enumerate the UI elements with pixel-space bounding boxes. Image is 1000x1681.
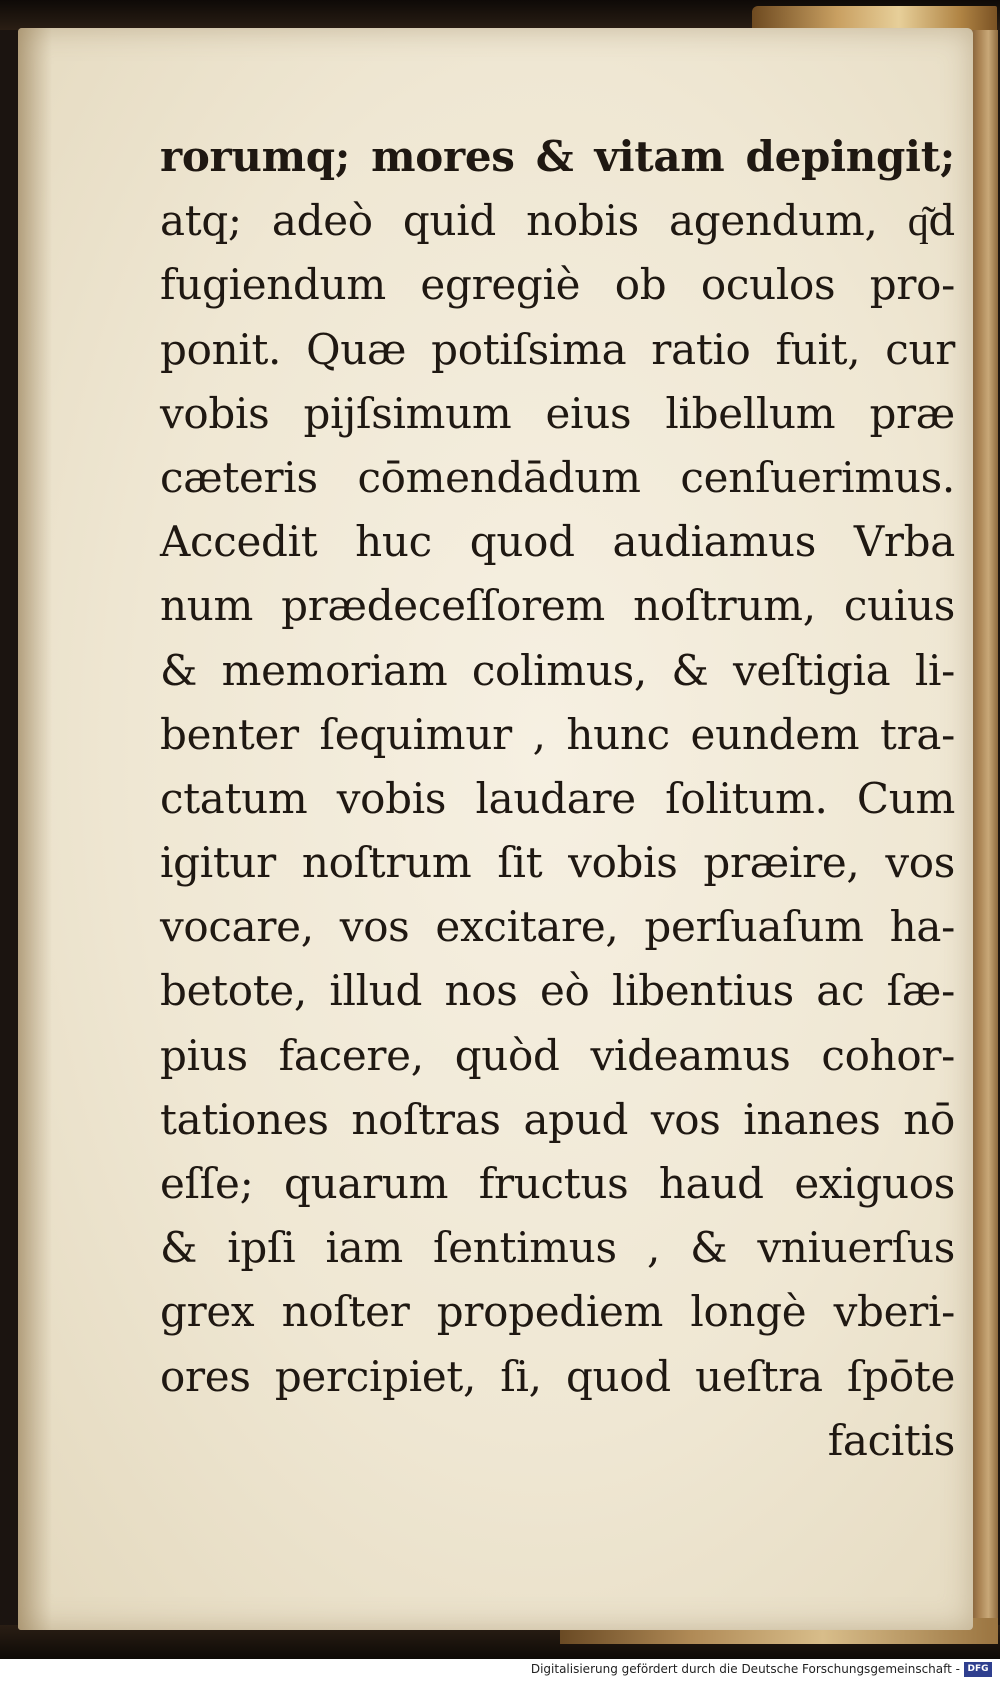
text-line: pius facere, quòd videamus cohor- (160, 1030, 955, 1080)
text-line: atq; adeò quid nobis agendum, q͂d (160, 196, 955, 246)
text-line: tationes noſtras apud vos inanes nō (160, 1094, 955, 1144)
text-line: cæteris cōmendādum cenſuerimus. (160, 452, 955, 502)
dfg-logo-icon: DFG (964, 1662, 992, 1677)
text-line: ctatum vobis laudare ſolitum. Cum (160, 773, 955, 823)
page-gutter-shadow (18, 28, 52, 1630)
text-line: fugiendum egregiè ob oculos pro- (160, 260, 955, 310)
text-line: eſſe; quarum fructus haud exiguos (160, 1159, 955, 1208)
text-line: igitur noſtrum ſit vobis præire, vos (160, 838, 955, 888)
text-line: benter ſequimur , hunc eundem tra- (160, 709, 955, 759)
text-line: grex noſter propediem longè vberi- (160, 1287, 955, 1337)
text-line: ores percipiet, ſi, quod ueſtra ſpōte (160, 1351, 955, 1401)
text-line: betote, illud nos eò libentius ac ſæ- (160, 966, 955, 1016)
text-line: num prædeceſſorem noſtrum, cuius (160, 581, 955, 631)
catchword: facitis (827, 1415, 955, 1465)
digitization-credit-text: Digitalisierung gefördert durch die Deutsche Forschungsgemeinschaft - (530, 1662, 960, 1676)
digitization-credit-bar (0, 1659, 1000, 1681)
text-line: rorumq; mores & vitam depingit; (160, 132, 955, 181)
text-line: ponit. Quæ potiſsima ratio fuit, cur (160, 324, 955, 374)
text-line: vocare, vos excitare, perſuaſum ha- (160, 902, 955, 952)
page-text-block (160, 125, 955, 1473)
text-line: vobis pijſsimum eius libellum præ (160, 388, 955, 438)
text-line: & ipſi iam ſentimus , & vniuerſus (160, 1223, 955, 1273)
text-line: & memoriam colimus, & veſtigia li- (160, 645, 955, 695)
text-line: Accedit huc quod audiamus Vrba (160, 517, 955, 567)
